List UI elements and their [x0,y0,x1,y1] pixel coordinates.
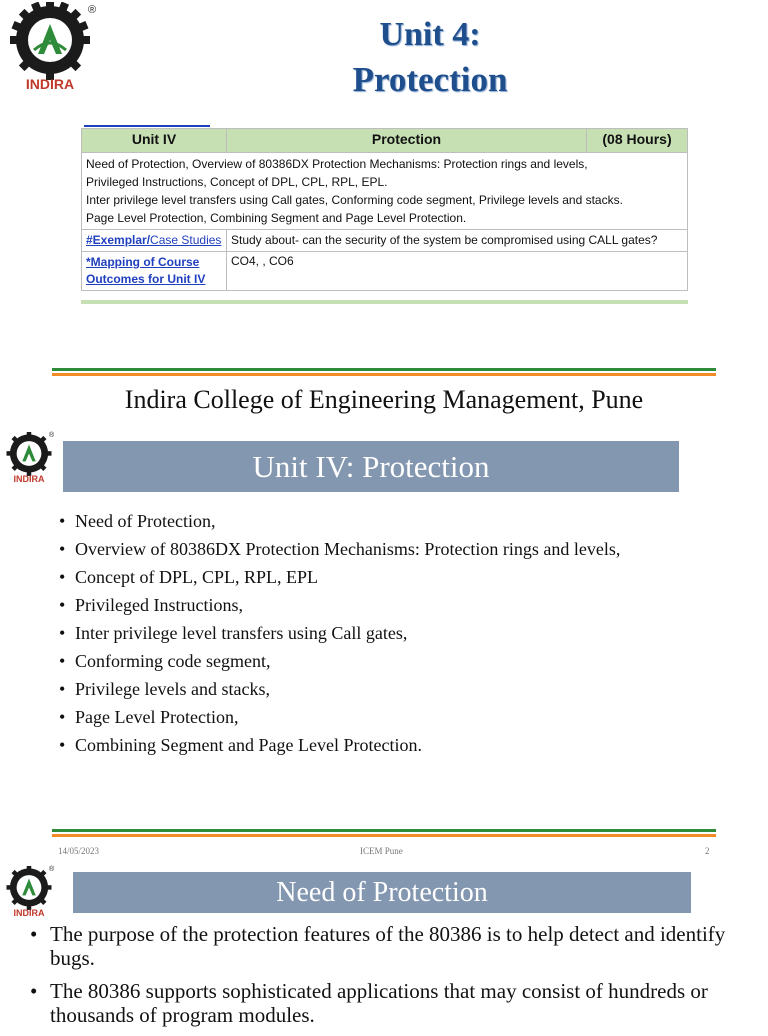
gear-emblem-icon [2,432,56,476]
footer-page-number: 2 [705,846,710,856]
description-line: Inter privilege level transfers using Call gates, Conforming code segment, Privilege levels and stacks. [86,193,623,207]
footer-center: ICEM Pune [360,846,403,856]
exemplar-link-rest[interactable]: Case Studies [150,233,222,247]
unit-description [82,153,688,230]
list-item: • Conforming code segment, [59,647,719,675]
indira-logo [2,2,98,94]
college-name: Indira College of Engineering Management, Pune [124,385,644,414]
table-row [82,252,688,291]
slide3-title-banner: Need of Protection [73,872,691,913]
gear-emblem-icon [2,866,56,910]
exemplar-text: Study about- can the security of the system be compromised using CALL gates? [227,230,688,252]
exemplar-link[interactable] [82,230,227,252]
list-item: • Combining Segment and Page Level Protection. [59,731,719,759]
list-item: • The purpose of the protection features of the 80386 is to help detect and identify bugs. [30,922,730,970]
slide2-bullet-list [59,507,719,759]
syllabus-table [81,128,688,291]
slide1-title-line2: Protection [352,60,508,99]
slide3-bullet-list [30,922,730,1036]
list-item: • Privilege levels and stacks, [59,675,719,703]
description-line: Page Level Protection, Combining Segment and Page Level Protection. [86,211,467,225]
header-topic: Protection [227,129,587,153]
list-item: • Overview of 80386DX Protection Mechanisms: Protection rings and levels, [59,535,719,563]
list-item: • Inter privilege level transfers using Call gates, [59,619,719,647]
header-unit: Unit IV [82,129,227,153]
mapping-link[interactable] [82,252,227,291]
description-line: Privileged Instructions, Concept of DPL, CPL, RPL, EPL. [86,175,388,189]
logo-wordmark: INDIRA [25,76,75,92]
header-hours: (08 Hours) [587,129,688,153]
logo-wordmark: INDIRA [13,908,45,918]
list-item: • Concept of DPL, CPL, RPL, EPL [59,563,719,591]
slide1-title-line1: Unit 4: [379,16,481,53]
mapping-link-label[interactable]: *Mapping of Course Outcomes for Unit IV [86,255,206,286]
list-item: • Page Level Protection, [59,703,719,731]
list-item: • Need of Protection, [59,507,719,535]
table-header-row [82,129,688,153]
slide2-bottom-stripe [52,829,716,837]
gear-emblem-icon [2,2,98,80]
list-item: • Privileged Instructions, [59,591,719,619]
mapping-text: CO4, , CO6 [227,252,688,291]
exemplar-link-bold[interactable]: #Exemplar/ [86,233,151,247]
registered-mark: ® [49,432,55,439]
logo-wordmark: INDIRA [13,474,45,484]
header-underline [84,125,210,127]
table-row [82,153,688,230]
table-bottom-bar [81,300,688,304]
indira-logo [2,432,56,486]
indira-logo [2,866,56,920]
list-item: • The 80386 supports sophisticated applications that may consist of hundreds or thousands of program modules. [30,979,730,1027]
description-line: Need of Protection, Overview of 80386DX Protection Mechanisms: Protection rings and levels, [86,157,588,171]
footer-date: 14/05/2023 [58,846,100,856]
registered-mark: ® [49,866,55,873]
slide2-top-stripe [52,368,716,376]
slide2-title-banner: Unit IV: Protection [63,441,679,492]
table-row [82,230,688,252]
registered-mark: ® [88,4,97,16]
